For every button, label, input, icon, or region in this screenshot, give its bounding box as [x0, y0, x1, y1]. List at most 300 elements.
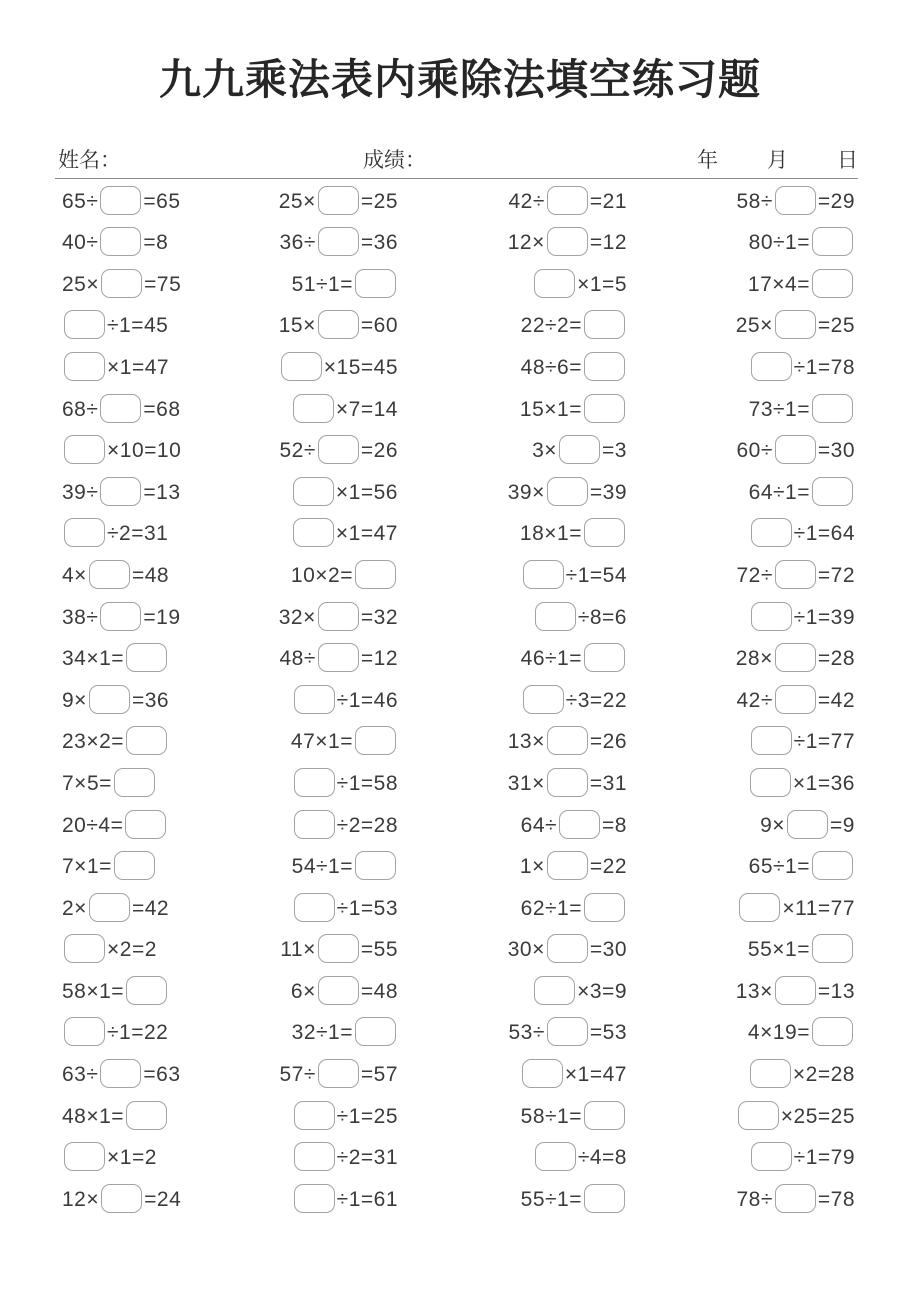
problem-cell [398, 811, 627, 840]
problem-text: 36÷ [279, 231, 316, 255]
answer-box[interactable] [126, 643, 167, 672]
problem-cell [398, 228, 627, 257]
answer-box[interactable] [584, 643, 625, 672]
answer-box[interactable] [64, 310, 105, 339]
problem-text: 47×1= [290, 730, 353, 754]
header-divider [55, 178, 858, 179]
problem-cell [627, 894, 855, 923]
problem-cell [202, 1102, 398, 1131]
problem-text: =13 [143, 480, 181, 504]
problem-text: =29 [817, 189, 855, 213]
answer-box[interactable] [751, 518, 792, 547]
problem-text: 38÷ [62, 605, 99, 629]
answer-box[interactable] [100, 227, 141, 256]
problem-text: 23×2= [62, 730, 125, 754]
problem-text: ÷1=39 [793, 605, 855, 629]
problem-row [0, 971, 920, 1013]
answer-box[interactable] [535, 602, 576, 631]
problem-text: 42÷ [508, 189, 545, 213]
answer-box[interactable] [559, 810, 600, 839]
problem-text: ÷1=77 [793, 730, 855, 754]
problem-text: ×1=36 [792, 771, 855, 795]
answer-box[interactable] [294, 768, 335, 797]
answer-box[interactable] [787, 810, 828, 839]
problem-row [0, 222, 920, 264]
answer-box[interactable] [738, 1101, 779, 1130]
answer-box[interactable] [534, 269, 575, 298]
problem-text: ÷1=53 [336, 896, 398, 920]
answer-box[interactable] [535, 1142, 576, 1171]
problem-cell [62, 478, 202, 507]
problem-text: =53 [589, 1021, 627, 1045]
problem-text: 28× [735, 647, 773, 671]
answer-box[interactable] [775, 1184, 816, 1213]
answer-box[interactable] [281, 352, 322, 381]
problem-text: 13× [735, 979, 773, 1003]
problem-cell [627, 977, 855, 1006]
problem-cell [398, 1143, 627, 1172]
answer-box[interactable] [812, 269, 853, 298]
problem-cell [398, 1060, 627, 1089]
answer-box[interactable] [584, 893, 625, 922]
problem-text: =12 [360, 647, 398, 671]
problem-cell [627, 603, 855, 632]
problem-cell [62, 436, 202, 465]
problem-text: =39 [589, 480, 627, 504]
answer-box[interactable] [751, 352, 792, 381]
problem-row [0, 513, 920, 555]
answer-box[interactable] [812, 227, 853, 256]
problem-cell [627, 311, 855, 340]
answer-box[interactable] [294, 1184, 335, 1213]
answer-box[interactable] [89, 685, 130, 714]
problem-row [0, 347, 920, 389]
answer-box[interactable] [547, 1017, 588, 1046]
problem-cell [627, 478, 855, 507]
problem-text: 32× [278, 605, 316, 629]
problem-row [0, 1095, 920, 1137]
answer-box[interactable] [584, 352, 625, 381]
problem-cell [398, 977, 627, 1006]
problem-cell [202, 478, 398, 507]
answer-box[interactable] [751, 602, 792, 631]
answer-box[interactable] [294, 810, 335, 839]
answer-box[interactable] [126, 976, 167, 1005]
problem-cell [202, 395, 398, 424]
problem-row [0, 555, 920, 597]
problem-text: 7×1= [62, 855, 112, 879]
problem-text: =25 [360, 189, 398, 213]
problem-text: 53÷ [508, 1021, 545, 1045]
problem-text: 2× [62, 896, 87, 920]
problem-cell [398, 395, 627, 424]
score-label: 成绩： [363, 149, 426, 173]
problem-row [0, 763, 920, 805]
answer-box[interactable] [318, 976, 359, 1005]
problem-text: 4×19= [747, 1021, 810, 1045]
problem-row [0, 929, 920, 971]
problem-text: ÷2=31 [107, 522, 169, 546]
answer-box[interactable] [318, 435, 359, 464]
problem-text: =42 [131, 896, 170, 920]
problem-cell [62, 353, 202, 382]
answer-box[interactable] [100, 477, 141, 506]
problem-text: 10×2= [290, 563, 353, 587]
problem-text: ×15=45 [323, 355, 398, 379]
problem-cell [202, 1143, 398, 1172]
problem-cell [62, 727, 202, 756]
problem-text: 64÷ [520, 813, 558, 837]
problem-cell [627, 1143, 855, 1172]
problem-text: 32÷1= [291, 1021, 353, 1045]
answer-box[interactable] [100, 186, 141, 215]
name-label: 姓名： [58, 149, 121, 173]
problem-text: =8 [143, 231, 169, 255]
problem-text: 20÷4= [62, 813, 124, 837]
answer-box[interactable] [114, 851, 155, 880]
problem-text: =28 [817, 647, 855, 671]
answer-box[interactable] [89, 560, 130, 589]
answer-box[interactable] [523, 685, 564, 714]
problem-cell [627, 935, 855, 964]
problem-text: 40÷ [62, 231, 99, 255]
problem-text: 68÷ [62, 397, 99, 421]
problem-cell [202, 1018, 398, 1047]
problem-text: 58÷1= [520, 1104, 582, 1128]
problem-text: =72 [817, 563, 855, 587]
answer-box[interactable] [318, 602, 359, 631]
problem-text: 72÷ [736, 563, 773, 587]
problem-text: =55 [360, 938, 398, 962]
answer-box[interactable] [355, 851, 396, 880]
problem-text: =26 [360, 439, 398, 463]
answer-box[interactable] [294, 893, 335, 922]
problem-cell [62, 644, 202, 673]
answer-box[interactable] [318, 934, 359, 963]
problem-cell [398, 519, 627, 548]
answer-box[interactable] [100, 602, 141, 631]
problem-cell [627, 686, 855, 715]
problem-text: ÷1=58 [336, 771, 398, 795]
problem-cell [398, 644, 627, 673]
problem-text: 11× [280, 938, 316, 962]
answer-box[interactable] [101, 269, 142, 298]
problem-row [0, 596, 920, 638]
answer-box[interactable] [101, 1184, 142, 1213]
problem-cell [398, 1185, 627, 1214]
problem-cell [202, 603, 398, 632]
problem-text: 6× [290, 979, 316, 1003]
problem-text: 17×4= [747, 272, 810, 296]
problem-text: ×2=28 [792, 1063, 855, 1087]
problem-row [0, 846, 920, 888]
problem-text: ÷1=46 [336, 688, 398, 712]
problem-text: 58÷ [736, 189, 773, 213]
problem-cell [627, 644, 855, 673]
problem-cell [627, 270, 855, 299]
problem-row [0, 638, 920, 680]
problem-text: =31 [589, 771, 627, 795]
answer-box[interactable] [812, 1017, 853, 1046]
answer-box[interactable] [114, 768, 155, 797]
problem-text: 9× [62, 688, 87, 712]
answer-box[interactable] [812, 394, 853, 423]
answer-box[interactable] [355, 726, 396, 755]
problem-cell [62, 686, 202, 715]
problem-text: 15×1= [519, 397, 582, 421]
answer-box[interactable] [547, 227, 588, 256]
problem-text: 57÷ [279, 1063, 316, 1087]
problem-text: ÷2=28 [336, 813, 398, 837]
problem-cell [398, 727, 627, 756]
problem-text: ×2=2 [107, 938, 157, 962]
answer-box[interactable] [355, 560, 396, 589]
problem-cell [202, 686, 398, 715]
answer-box[interactable] [64, 1017, 105, 1046]
answer-box[interactable] [750, 1059, 791, 1088]
problem-text: 9× [760, 813, 786, 837]
problem-cell [202, 977, 398, 1006]
problem-cell [398, 769, 627, 798]
problem-cell [202, 644, 398, 673]
answer-box[interactable] [750, 768, 791, 797]
problem-cell [398, 852, 627, 881]
problem-text: =30 [589, 938, 627, 962]
problem-cell [202, 1060, 398, 1089]
problem-cell [627, 769, 855, 798]
problem-cell [398, 603, 627, 632]
problem-text: =42 [817, 688, 855, 712]
answer-box[interactable] [318, 643, 359, 672]
problem-text: 64÷1= [748, 480, 810, 504]
answer-box[interactable] [739, 893, 780, 922]
problem-cell [627, 1018, 855, 1047]
problem-text: ÷1=22 [107, 1021, 169, 1045]
problem-text: =21 [589, 189, 627, 213]
problem-text: 15× [278, 314, 316, 338]
answer-box[interactable] [522, 1059, 563, 1088]
answer-box[interactable] [318, 1059, 359, 1088]
problem-text: 78÷ [736, 1187, 773, 1211]
problem-row [0, 305, 920, 347]
problem-row [0, 471, 920, 513]
answer-box[interactable] [775, 643, 816, 672]
problem-text: 73÷1= [748, 397, 810, 421]
problem-text: ÷1=78 [793, 355, 855, 379]
problem-text: 25× [735, 314, 773, 338]
answer-box[interactable] [547, 768, 588, 797]
problem-cell [62, 395, 202, 424]
problem-cell [62, 1102, 202, 1131]
problem-cell [202, 228, 398, 257]
problem-text: 54÷1= [291, 855, 353, 879]
answer-box[interactable] [751, 1142, 792, 1171]
problem-cell [627, 228, 855, 257]
problem-cell [62, 561, 202, 590]
page-title: 九九乘法表内乘除法填空练习题 [158, 56, 761, 103]
answer-box[interactable] [89, 893, 130, 922]
problem-cell [62, 270, 202, 299]
problem-text: =22 [589, 855, 627, 879]
answer-box[interactable] [547, 186, 588, 215]
problem-cell [398, 935, 627, 964]
problem-text: =57 [360, 1063, 398, 1087]
problem-cell [202, 436, 398, 465]
answer-box[interactable] [559, 435, 600, 464]
problem-text: 18×1= [519, 522, 582, 546]
answer-box[interactable] [100, 394, 141, 423]
problem-text: =78 [817, 1187, 855, 1211]
answer-box[interactable] [293, 518, 334, 547]
problem-text: =19 [143, 605, 181, 629]
answer-box[interactable] [547, 851, 588, 880]
problem-cell [398, 187, 627, 216]
answer-box[interactable] [318, 310, 359, 339]
answer-box[interactable] [584, 394, 625, 423]
answer-box[interactable] [547, 934, 588, 963]
answer-box[interactable] [584, 1184, 625, 1213]
problem-text: 25× [62, 272, 100, 296]
answer-box[interactable] [355, 1017, 396, 1046]
problem-text: ÷3=22 [565, 688, 627, 712]
problem-text: 63÷ [62, 1063, 99, 1087]
answer-box[interactable] [584, 518, 625, 547]
problem-text: ×1=5 [577, 272, 627, 296]
answer-box[interactable] [318, 227, 359, 256]
answer-box[interactable] [64, 518, 105, 547]
problem-row [0, 1012, 920, 1054]
answer-box[interactable] [318, 186, 359, 215]
answer-box[interactable] [293, 394, 334, 423]
problem-cell [398, 894, 627, 923]
problem-text: 48÷ [279, 647, 316, 671]
problem-cell [398, 311, 627, 340]
answer-box[interactable] [775, 685, 816, 714]
answer-box[interactable] [751, 726, 792, 755]
answer-box[interactable] [547, 477, 588, 506]
problem-text: 65÷1= [748, 855, 810, 879]
answer-box[interactable] [126, 1101, 167, 1130]
problem-text: ÷1=45 [107, 314, 169, 338]
problem-cell [627, 727, 855, 756]
problem-cell [62, 1143, 202, 1172]
answer-box[interactable] [534, 976, 575, 1005]
problem-cell [398, 436, 627, 465]
problem-text: ÷1=64 [793, 522, 855, 546]
answer-box[interactable] [775, 186, 816, 215]
day-label: 日 [837, 149, 858, 173]
problem-cell [398, 270, 627, 299]
answer-box[interactable] [775, 435, 816, 464]
answer-box[interactable] [294, 1101, 335, 1130]
problem-text: =48 [360, 979, 398, 1003]
problem-text: ×10=10 [107, 439, 182, 463]
problem-text: =25 [817, 314, 855, 338]
problem-text: 51÷1= [291, 272, 353, 296]
problem-text: 12× [507, 231, 545, 255]
answer-box[interactable] [64, 352, 105, 381]
answer-box[interactable] [355, 269, 396, 298]
problem-cell [62, 811, 202, 840]
problem-text: 46÷1= [520, 647, 582, 671]
answer-box[interactable] [775, 976, 816, 1005]
problem-cell [202, 270, 398, 299]
answer-box[interactable] [584, 310, 625, 339]
problem-cell [202, 769, 398, 798]
problem-text: ÷2=31 [336, 1146, 398, 1170]
problem-text: 55÷1= [520, 1187, 582, 1211]
problem-cell [627, 395, 855, 424]
problem-text: 52÷ [279, 439, 316, 463]
problem-text: =60 [360, 314, 398, 338]
answer-box[interactable] [584, 1101, 625, 1130]
answer-box[interactable] [64, 1142, 105, 1171]
year-label: 年 [697, 149, 718, 173]
answer-box[interactable] [812, 934, 853, 963]
answer-box[interactable] [523, 560, 564, 589]
problem-cell [62, 1185, 202, 1214]
problem-cell [398, 1018, 627, 1047]
answer-box[interactable] [125, 810, 166, 839]
problem-text: =26 [589, 730, 627, 754]
problem-cell [398, 353, 627, 382]
problem-cell [202, 353, 398, 382]
answer-box[interactable] [812, 477, 853, 506]
answer-box[interactable] [100, 1059, 141, 1088]
problem-text: 3× [532, 439, 558, 463]
problem-text: =30 [817, 439, 855, 463]
problem-text: 48×1= [62, 1104, 125, 1128]
month-label: 月 [767, 149, 788, 173]
problem-cell [398, 478, 627, 507]
problem-text: =75 [144, 272, 182, 296]
problem-cell [202, 519, 398, 548]
answer-box[interactable] [294, 1142, 335, 1171]
answer-box[interactable] [64, 435, 105, 464]
answer-box[interactable] [126, 726, 167, 755]
problem-text: ÷1=61 [336, 1187, 398, 1211]
problem-text: 4× [62, 563, 87, 587]
problem-row [0, 1054, 920, 1096]
answer-box[interactable] [775, 310, 816, 339]
problem-row [0, 1137, 920, 1179]
problem-text: =9 [830, 813, 855, 837]
problem-cell [62, 1018, 202, 1047]
answer-box[interactable] [294, 685, 335, 714]
problem-cell [62, 1060, 202, 1089]
problems-grid [0, 180, 920, 1220]
problem-cell [398, 561, 627, 590]
problem-text: ÷1=79 [793, 1146, 855, 1170]
date-labels [697, 144, 858, 174]
problem-text: =63 [143, 1063, 181, 1087]
answer-box[interactable] [64, 934, 105, 963]
problem-text: ×1=47 [564, 1063, 627, 1087]
problem-text: 58×1= [62, 979, 125, 1003]
problem-text: ÷1=25 [336, 1104, 398, 1128]
answer-box[interactable] [293, 477, 334, 506]
problem-row [0, 887, 920, 929]
problem-text: ×1=2 [107, 1146, 157, 1170]
answer-box[interactable] [547, 726, 588, 755]
problem-row [0, 263, 920, 305]
problem-cell [627, 436, 855, 465]
problem-cell [627, 1185, 855, 1214]
answer-box[interactable] [812, 851, 853, 880]
problem-text: =48 [131, 563, 170, 587]
answer-box[interactable] [775, 560, 816, 589]
problem-text: 30× [507, 938, 545, 962]
